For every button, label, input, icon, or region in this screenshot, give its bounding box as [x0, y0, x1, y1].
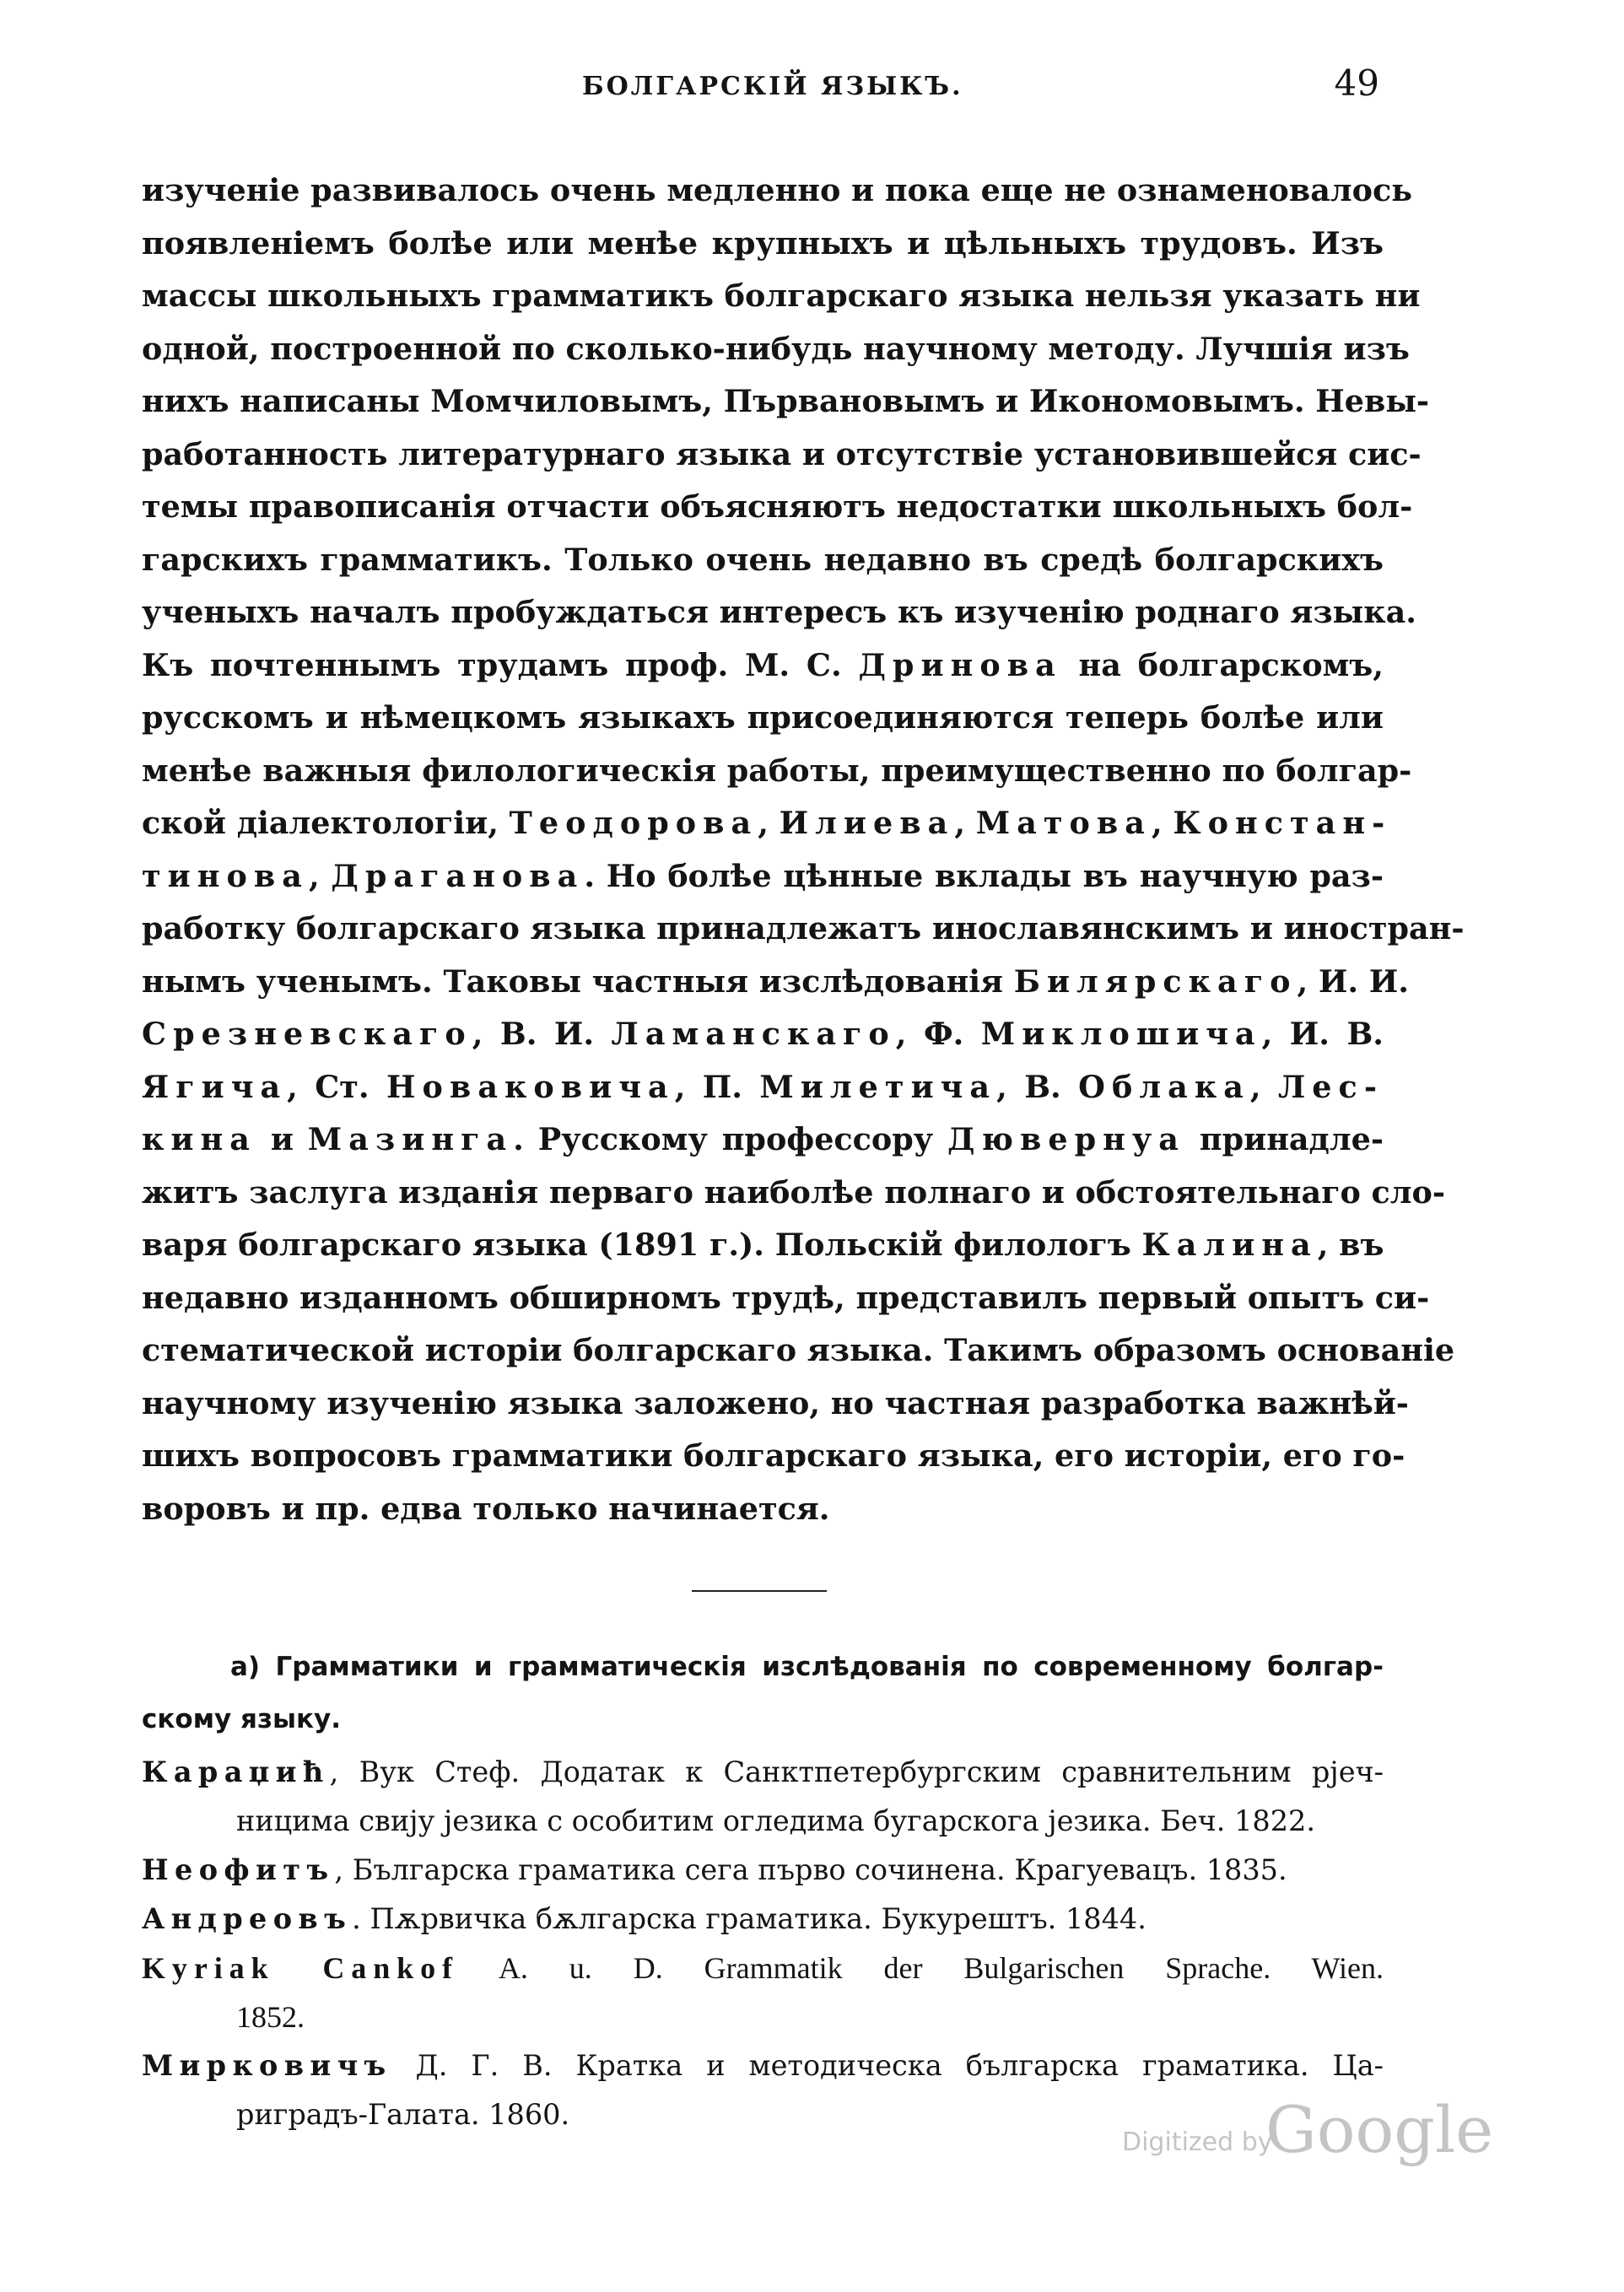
body-line: менѣе важныя филологическія работы, преимущественно по болгар-	[142, 752, 1412, 789]
entry-line: Караџиħ, Вук Стеф. Додатак к Санктпетербургским сравнительним рjеч-	[142, 1755, 1384, 1788]
body-line: гарскихъ грамматикъ. Только очень недавно въ средѣ болгарскихъ	[142, 541, 1384, 578]
body-line: варя болгарскаго языка (1891 г.). Польскій филологъ Калина, въ	[142, 1227, 1384, 1263]
google-logo: Google	[1265, 2092, 1494, 2167]
section-divider	[692, 1590, 827, 1592]
section-heading-line: скому языку.	[142, 1704, 342, 1734]
body-line: Срезневскаго, В. И. Ламанскаго, Ф. Миклошича, И. В.	[142, 1016, 1384, 1052]
body-line: появленіемъ болѣе или менѣе крупныхъ и цѣльныхъ трудовъ. Изъ	[142, 224, 1384, 262]
entry-line: Неофитъ, Българска граматика сега първо сочинена. Крагуевацъ. 1835.	[142, 1853, 1287, 1886]
body-line: кина и Мазинга. Русскому профессору Дювернуа принадле-	[142, 1121, 1384, 1157]
watermark-prefix: Digitized by	[1122, 2128, 1273, 2157]
entry-line: 1852.	[236, 2000, 305, 2034]
body-line: нихъ написаны Момчиловымъ, Първановымъ и Икономовымъ. Невы-	[142, 383, 1430, 419]
body-line: житъ заслуга изданія перваго наиболѣе полнаго и обстоятельнаго сло-	[142, 1173, 1445, 1211]
body-line: русскомъ и нѣмецкомъ языкахъ присоединяются теперь болѣе или	[142, 699, 1384, 736]
body-line: Къ почтеннымъ трудамъ проф. М. С. Дринова на болгарскомъ,	[142, 646, 1384, 683]
entry-line: ницима свиjу jезика с особитим огледима бугарскога jезика. Беч. 1822.	[236, 1804, 1316, 1837]
body-line: массы школьныхъ грамматикъ болгарскаго языка нельзя указать ни	[142, 278, 1421, 314]
body-line: научному изученію языка заложено, но частная разработка важнѣй-	[142, 1384, 1409, 1421]
entry-line: Kyriak Cankof A. u. D. Grammatik der Bulgarischen Sprache. Wien.	[142, 1951, 1384, 1985]
section-heading-line: а) Грамматики и грамматическія изслѣдованія по современному болгар-	[230, 1652, 1384, 1682]
body-line: шихъ вопросовъ грамматики болгарскаго языка, его исторіи, его го-	[142, 1437, 1405, 1474]
body-line: ученыхъ началъ пробуждаться интересъ къ изученію роднаго языка.	[142, 594, 1416, 630]
entry-line: риградъ-Галата. 1860.	[236, 2098, 570, 2131]
body-line: стематической исторіи болгарскаго языка. Такимъ образомъ основаніе	[142, 1332, 1455, 1368]
bibliography-entry	[142, 1846, 1384, 1895]
body-paragraph	[142, 164, 1465, 1535]
page-number: 49	[1334, 62, 1379, 104]
body-line: одной, построенной по сколько-нибудь научному методу. Лучшія изъ	[142, 330, 1410, 367]
entry-line: Мирковичъ Д. Г. В. Кратка и методическа българска граматика. Ца-	[142, 2049, 1384, 2082]
body-line: изученіе развивалось очень медленно и пока еще не ознаменовалось	[142, 172, 1412, 208]
body-line: тинова, Драганова. Но болѣе цѣнные вклады въ научную раз-	[142, 857, 1384, 894]
body-line: ской діалектологіи, Теодорова, Илиева, Матова, Констан-	[142, 805, 1392, 841]
body-line: воровъ и пр. едва только начинается.	[142, 1490, 830, 1527]
bibliography-list	[142, 1748, 1384, 2139]
body-line: нымъ ученымъ. Таковы частныя изслѣдованія Билярскаго, И. И.	[142, 963, 1409, 1000]
digitized-watermark	[1122, 2092, 1494, 2168]
bibliography-entry	[142, 1895, 1384, 1944]
body-line: Ягича, Ст. Новаковича, П. Милетича, В. Облака, Лес-	[142, 1068, 1384, 1105]
body-line: недавно изданномъ обширномъ трудѣ, представилъ первый опытъ си-	[142, 1279, 1430, 1316]
body-line: работанность литературнаго языка и отсутствіе установившейся сис-	[142, 435, 1422, 472]
section-heading	[142, 1641, 1384, 1745]
bibliography-entry	[142, 1944, 1384, 2041]
bibliography-entry	[142, 1748, 1384, 1846]
body-line: темы правописанія отчасти объясняютъ недостатки школьныхъ бол-	[142, 488, 1413, 525]
running-title: БОЛГАРСКІЙ ЯЗЫКЪ.	[582, 72, 963, 101]
entry-line: Андреовъ. Пѫрвичка бѫлгарска граматика. Букурештъ. 1844.	[142, 1902, 1147, 1935]
body-line: работку болгарскаго языка принадлежатъ инославянскимъ и иностран-	[142, 910, 1465, 946]
